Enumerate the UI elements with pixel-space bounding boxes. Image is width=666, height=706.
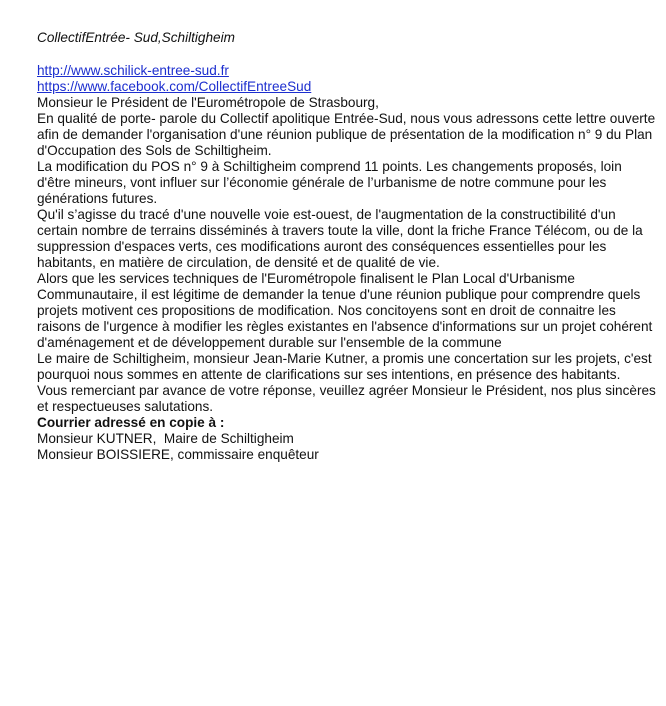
links-block — [37, 63, 657, 95]
copy-recipient-mayor: Monsieur KUTNER, Maire de Schiltigheim — [37, 431, 294, 446]
facebook-link[interactable]: https://www.facebook.com/CollectifEntreeSud — [37, 79, 312, 94]
paragraph-mayor: Le maire de Schiltigheim, monsieur Jean-Marie Kutner, a promis une concertation sur les projets, c'est pourquoi nous sommes en attente de clarifications sur ses intentions, en présence des habitants. — [37, 351, 652, 382]
salutation: Monsieur le Président de l'Eurométropole de Strasbourg, — [37, 95, 379, 110]
letter-document — [37, 30, 657, 463]
paragraph-pos-modification: La modification du POS n° 9 à Schiltigheim comprend 11 points. Les changements proposés, loin d'être mineurs, vont influer sur l’économie générale de l’urbanisme de notre commune pour les générations futures. — [37, 159, 622, 206]
paragraph-request: En qualité de porte- parole du Collectif apolitique Entrée-Sud, nous vous adressons cette lettre ouverte afin de demander l'organisation d'une réunion publique de présentation de la modification n° 9 du Plan d'Occupation des Sols de Schiltigheim. — [37, 111, 656, 158]
website-link[interactable]: http://www.schilick-entree-sud.fr — [37, 63, 229, 78]
copy-title: Courrier adressé en copie à : — [37, 415, 225, 430]
paragraph-closing: Vous remerciant par avance de votre réponse, veuillez agréer Monsieur le Président, nos plus sincères et respectueuses salutations. — [37, 383, 656, 414]
paragraph-plu: Alors que les services techniques de l'Eurométropole finalisent le Plan Local d'Urbanisme Communautaire, il est légitime de demander la tenue d'une réunion publique pour comprendre quels projets motivent ces propositions de modification. Nos concitoyens sont en droit de connaitre les raisons de l'urgence à modifier les règles existantes en l'absence d'informations sur un projet cohérent d'aménagement et de développement durable sur l'ensemble de la commune — [37, 271, 653, 350]
sender-line: CollectifEntrée- Sud,Schiltigheim — [37, 30, 235, 45]
copy-recipient-commissioner: Monsieur BOISSIERE, commissaire enquêteur — [37, 447, 319, 462]
paragraph-consequences: Qu'il s’agisse du tracé d'une nouvelle voie est-ouest, de l'augmentation de la constructibilité d'un certain nombre de terrains disséminés à travers toute la ville, dont la friche France Télécom, ou de la suppression d'espaces verts, ces modifications auront des conséquences essentielles pour les habitants, en matière de circulation, de densité et de qualité de vie. — [37, 207, 643, 270]
